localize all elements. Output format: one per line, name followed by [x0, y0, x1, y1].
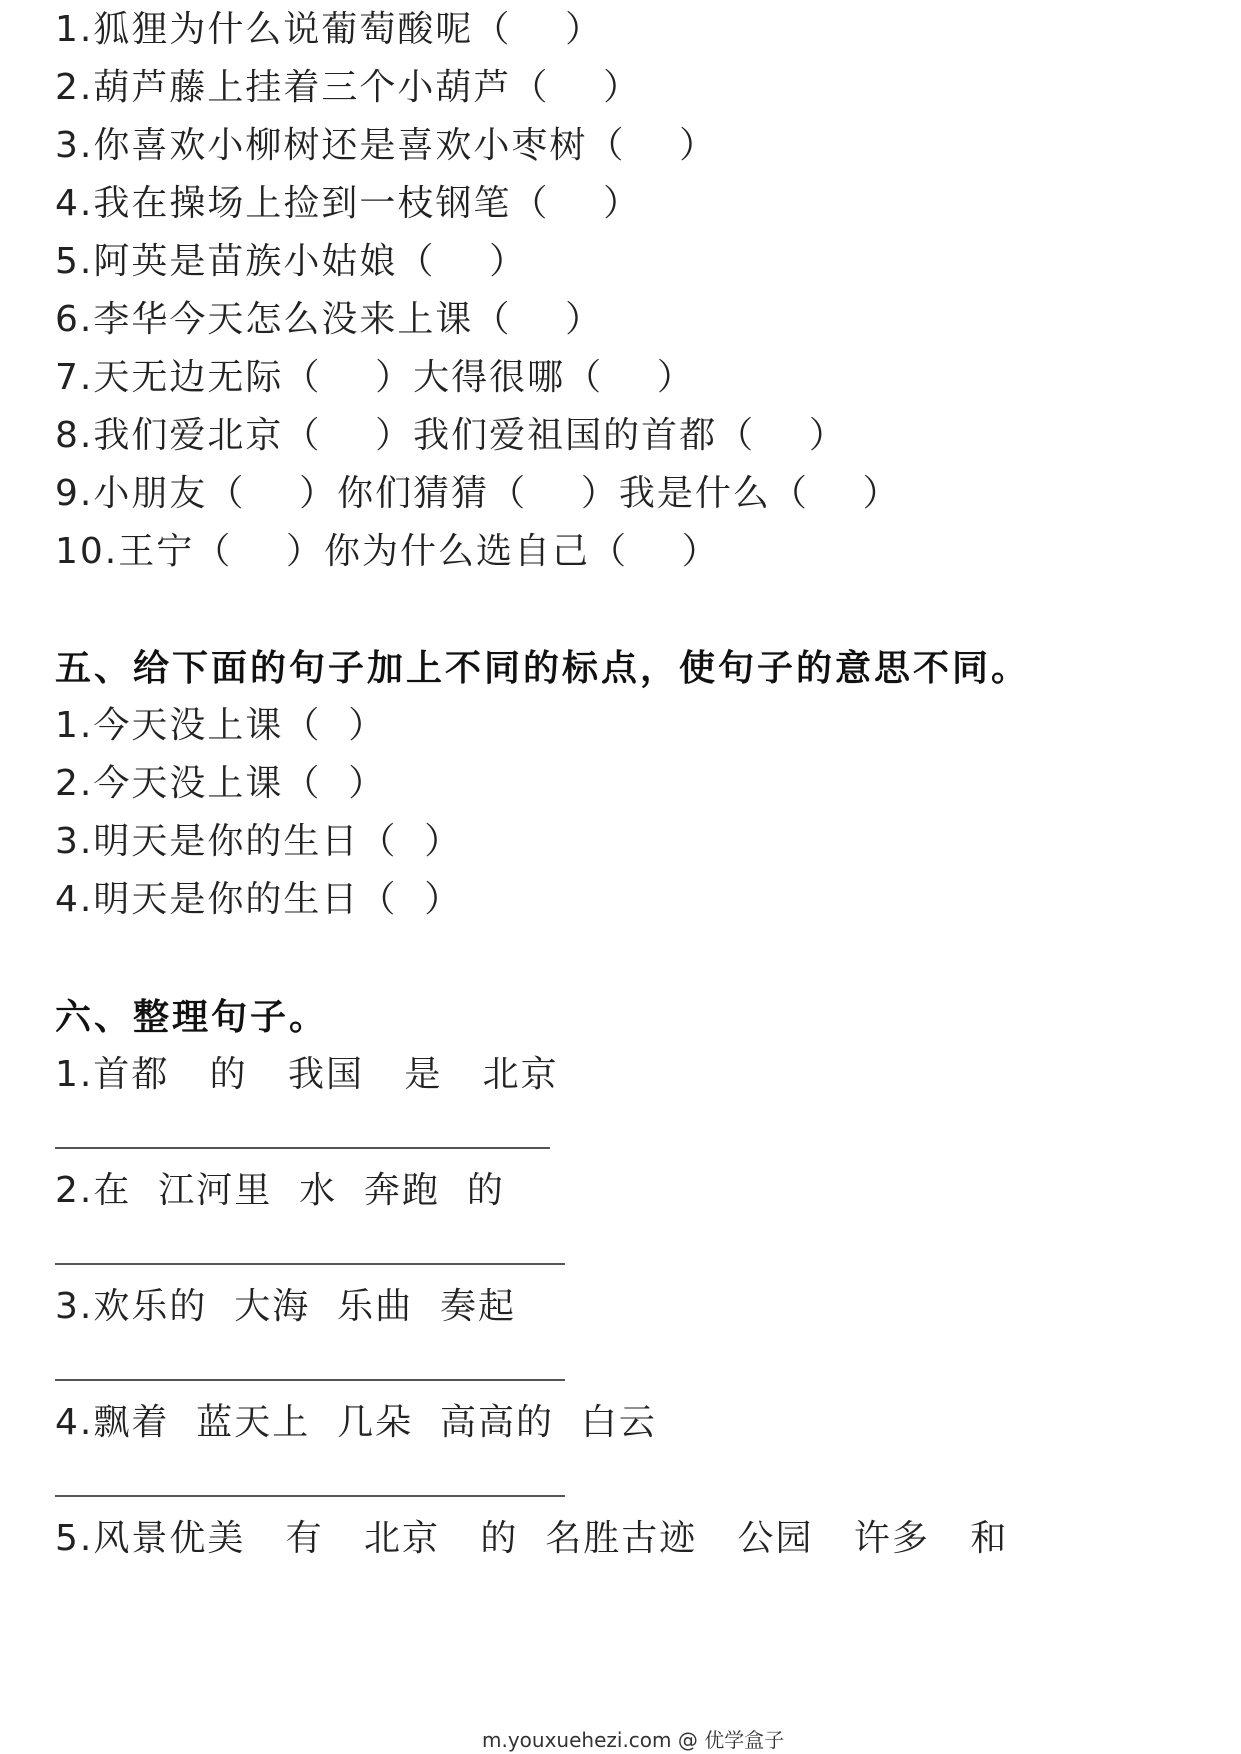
section-6-item-5: 5.风景优美 有 北京 的 名胜古迹 公园 许多 和: [55, 1518, 1009, 1559]
answer-line-1[interactable]: [55, 1147, 550, 1149]
punctuation-item-7: 7.天无边无际（ ）大得很哪（ ）: [55, 357, 695, 398]
answer-line-2[interactable]: [55, 1263, 565, 1265]
punctuation-item-2: 2.葫芦藤上挂着三个小葫芦（ ）: [55, 67, 642, 108]
watermark: m.youxuehezi.com @ 优学盒子: [482, 1728, 785, 1752]
answer-line-3[interactable]: [55, 1379, 565, 1381]
section-6-item-3: 3.欢乐的 大海 乐曲 奏起: [55, 1286, 517, 1327]
punctuation-item-4: 4.我在操场上捡到一枝钢笔（ ）: [55, 183, 642, 224]
punctuation-item-8: 8.我们爱北京（ ）我们爱祖国的首都（ ）: [55, 415, 847, 456]
section-5-item-1: 1.今天没上课（ ）: [55, 705, 387, 746]
punctuation-item-10: 10.王宁（ ）你为什么选自己（ ）: [55, 531, 720, 572]
punctuation-item-6: 6.李华今天怎么没来上课（ ）: [55, 299, 604, 340]
punctuation-item-3: 3.你喜欢小柳树还是喜欢小枣树（ ）: [55, 125, 718, 166]
section-6-item-1: 1.首都 的 我国 是 北京: [55, 1054, 559, 1095]
answer-line-4[interactable]: [55, 1495, 565, 1497]
punctuation-item-1: 1.狐狸为什么说葡萄酸呢（ ）: [55, 9, 604, 50]
section-5-item-4: 4.明天是你的生日（ ）: [55, 879, 463, 920]
section-6-heading: 六、整理句子。: [55, 997, 329, 1038]
section-6-item-2: 2.在 江河里 水 奔跑 的: [55, 1170, 505, 1211]
section-6-item-4: 4.飘着 蓝天上 几朵 高高的 白云: [55, 1402, 657, 1443]
punctuation-item-9: 9.小朋友（ ）你们猜猜（ ）我是什么（ ）: [55, 473, 901, 514]
section-5-heading: 五、给下面的句子加上不同的标点，使句子的意思不同。: [55, 648, 1031, 689]
section-5-item-2: 2.今天没上课（ ）: [55, 763, 387, 804]
punctuation-item-5: 5.阿英是苗族小姑娘（ ）: [55, 241, 528, 282]
section-5-item-3: 3.明天是你的生日（ ）: [55, 821, 463, 862]
